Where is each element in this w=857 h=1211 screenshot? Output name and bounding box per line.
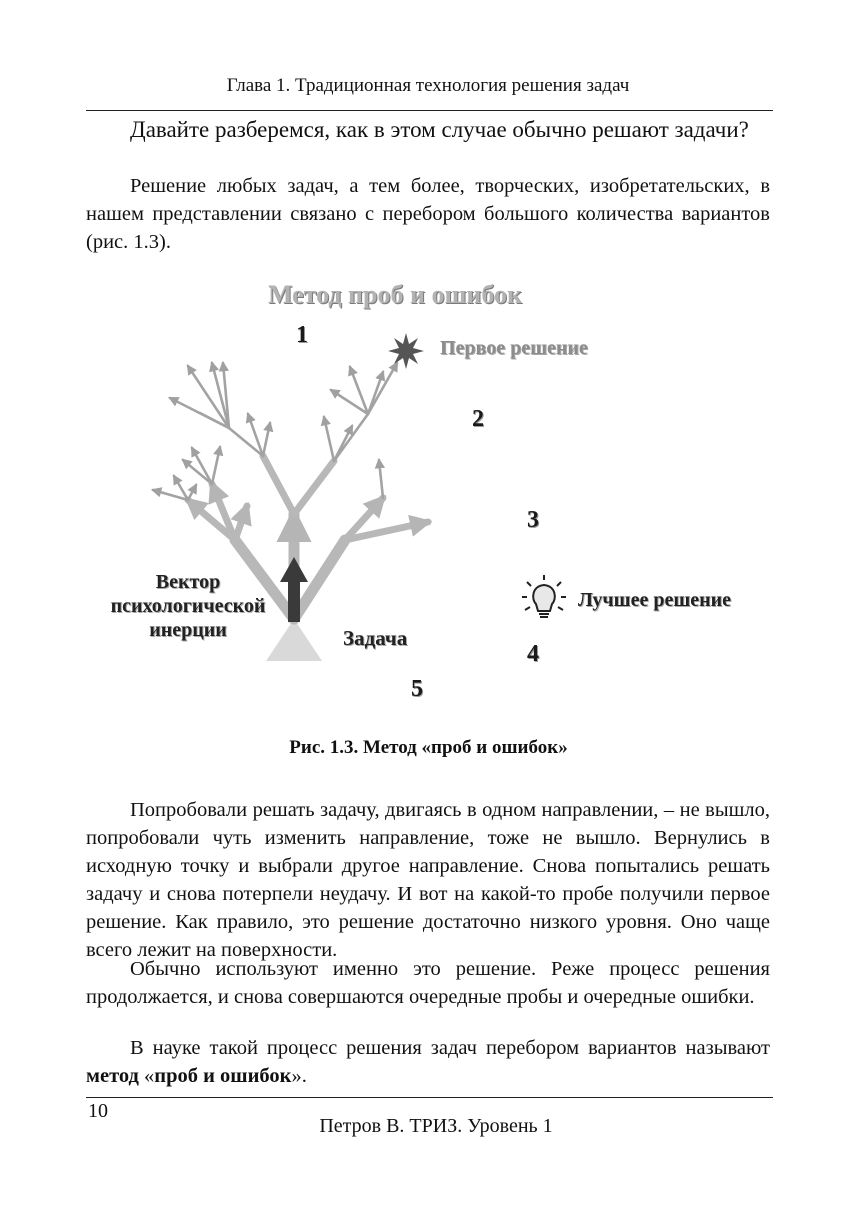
step-number-1: 1 [296, 322, 308, 348]
paragraph-attempts: Попробовали решать задачу, двигаясь в одном направлении, – не вышло, попробовали чуть изменить направление, тоже не вышло. Вернулись в исходную точку и выбрали другое направление. Снова попытались решать задачу и снова потерпели неудачу. И вот на какой-то пробе получили первое решение. Как правило, это решение достаточно низкого уровня. Оно чаще всего лежит на поверхности. [86, 799, 770, 961]
branch-left-c [235, 506, 247, 540]
twig [188, 485, 196, 500]
running-head: Глава 1. Традиционная технология решения задач [226, 75, 630, 96]
paragraph-enumeration: Решение любых задач, а тем более, творческих, изобретательских, в нашем представлении связано с перебором большого количества вариантов (рис. 1.3). [86, 175, 770, 253]
twig [324, 417, 334, 461]
step-number-4: 4 [527, 641, 539, 667]
inertia-vector-label: Вектор психологической инерции [110, 571, 266, 641]
method-definition-text: В науке такой процесс решения задач перебором вариантов называют [130, 1037, 770, 1059]
figure-trial-and-error [0, 270, 857, 730]
branch-center-right [294, 461, 334, 514]
step-number-2: 2 [472, 406, 484, 432]
twig [379, 460, 383, 498]
method-name: проб и ошибок [154, 1065, 292, 1087]
twig [212, 447, 220, 484]
method-quote-close: ». [291, 1065, 307, 1087]
inertia-arrow-head [280, 557, 308, 582]
lightbulb-icon [522, 575, 566, 617]
tree-diagram [0, 270, 857, 730]
method-quote-open: « [138, 1065, 155, 1087]
best-solution-label: Лучшее решение [578, 589, 732, 611]
task-label: Задача [343, 626, 408, 650]
figure-caption: Рис. 1.3. Метод «проб и ошибок» [289, 737, 568, 758]
footer-rule [86, 1097, 773, 1098]
twig [192, 448, 212, 484]
inertia-arrow-shaft [288, 578, 300, 622]
figure-title: Метод проб и ошибок [267, 280, 523, 309]
twig [263, 423, 270, 456]
twig [368, 363, 397, 414]
page-number: 10 [88, 1100, 108, 1122]
paragraph-method-definition [86, 1034, 770, 1090]
twig [183, 460, 212, 484]
method-term: метод [86, 1065, 139, 1087]
branch-center-left [263, 456, 294, 514]
header-rule [86, 110, 773, 111]
paragraph-intro-question: Давайте разберемся, как в этом случае обычно решают задачи? [130, 117, 749, 142]
twig [334, 414, 368, 461]
step-number-5: 5 [411, 676, 423, 702]
step-number-3: 3 [527, 507, 539, 533]
first-solution-label: Первое решение [440, 337, 588, 359]
footer-text: Петров В. ТРИЗ. Уровень 1 [319, 1115, 553, 1137]
first-solution-star-icon [388, 333, 424, 369]
paragraph-usual-solution: Обычно используют именно это решение. Реже процесс решения продолжается, и снова совершаются очередные пробы и очередные ошибки. [86, 958, 770, 1008]
